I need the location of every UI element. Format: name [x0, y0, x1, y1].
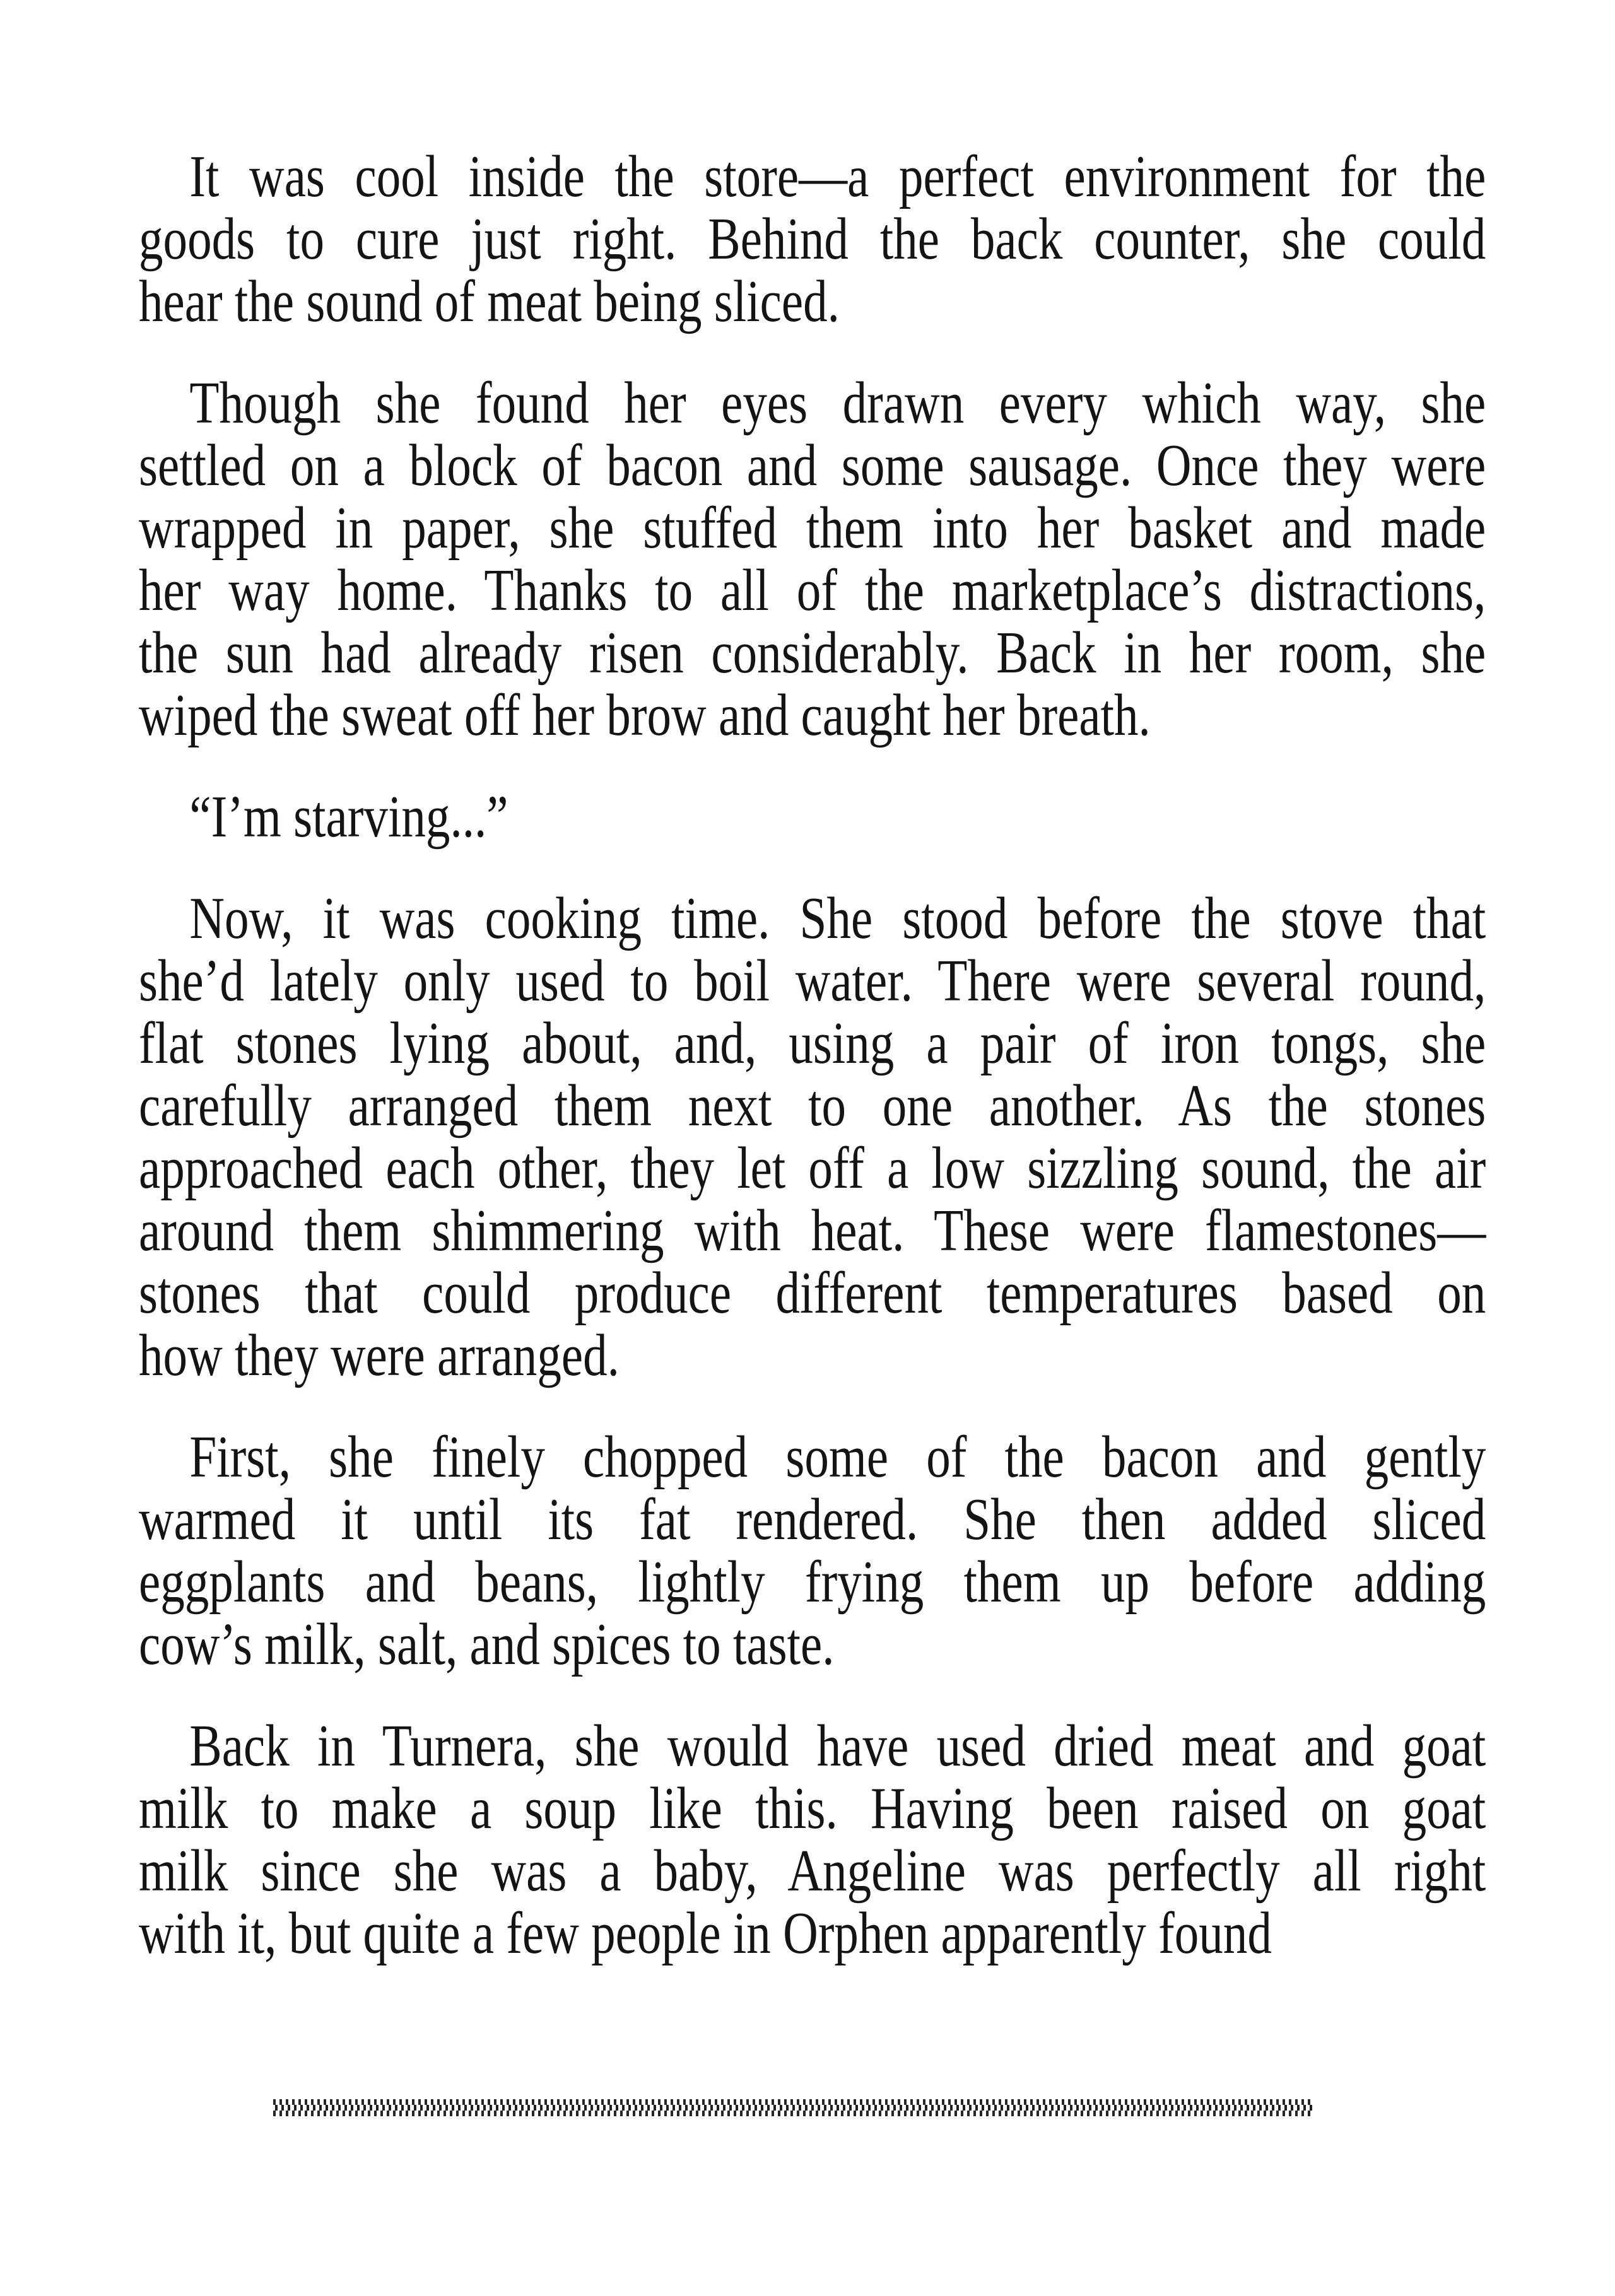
text-line: carefully arranged them next to one another. As the stones — [139, 1073, 1486, 1139]
paragraph — [139, 1715, 1486, 1965]
text-line: the sun had already risen considerably. Back in her room, she — [139, 620, 1486, 686]
paragraph — [139, 372, 1486, 747]
text-line: her way home. Thanks to all of the marketplace’s distractions, — [139, 558, 1486, 623]
text-line: hear the sound of meat being sliced. — [139, 269, 840, 334]
text-block — [139, 146, 1486, 2004]
paragraph — [139, 1426, 1486, 1676]
text-line: settled on a block of bacon and some sausage. Once they were — [139, 433, 1486, 498]
text-line: First, she finely chopped some of the bacon and gently — [189, 1424, 1486, 1490]
text-line: Back in Turnera, she would have used dried meat and goat — [189, 1713, 1486, 1779]
text-line: flat stones lying about, and, using a pair of iron tongs, she — [139, 1010, 1486, 1076]
decorative-separator — [273, 2099, 1312, 2116]
text-line: “I’m starving...” — [189, 784, 508, 850]
text-line: she’d lately only used to boil water. There were several round, — [139, 948, 1486, 1014]
paragraph — [139, 887, 1486, 1387]
text-line: stones that could produce different temperatures based on — [139, 1260, 1486, 1326]
text-line: with it, but quite a few people in Orphen apparently found — [139, 1901, 1272, 1966]
text-line: It was cool inside the store—a perfect environment for the — [189, 144, 1486, 209]
text-line: Though she found her eyes drawn every which way, she — [189, 370, 1486, 436]
text-line: wrapped in paper, she stuffed them into her basket and made — [139, 495, 1486, 561]
text-line: milk to make a soup like this. Having been raised on goat — [139, 1776, 1486, 1841]
text-line: wiped the sweat off her brow and caught her breath. — [139, 682, 1151, 748]
text-line: milk since she was a baby, Angeline was perfectly all right — [139, 1838, 1486, 1904]
text-line: goods to cure just right. Behind the back counter, she could — [139, 206, 1486, 272]
text-line: cow’s milk, salt, and spices to taste. — [139, 1612, 835, 1677]
text-line: eggplants and beans, lightly frying them up before adding — [139, 1549, 1486, 1615]
text-line: around them shimmering with heat. These were flamestones— — [139, 1198, 1486, 1263]
paragraph — [139, 146, 1486, 333]
text-line: Now, it was cooking time. She stood before the stove that — [189, 886, 1486, 951]
paragraph — [139, 786, 1486, 848]
text-line: approached each other, they let off a low sizzling sound, the air — [139, 1135, 1486, 1201]
text-line: warmed it until its fat rendered. She then added sliced — [139, 1487, 1486, 1552]
text-line: how they were arranged. — [139, 1323, 620, 1388]
